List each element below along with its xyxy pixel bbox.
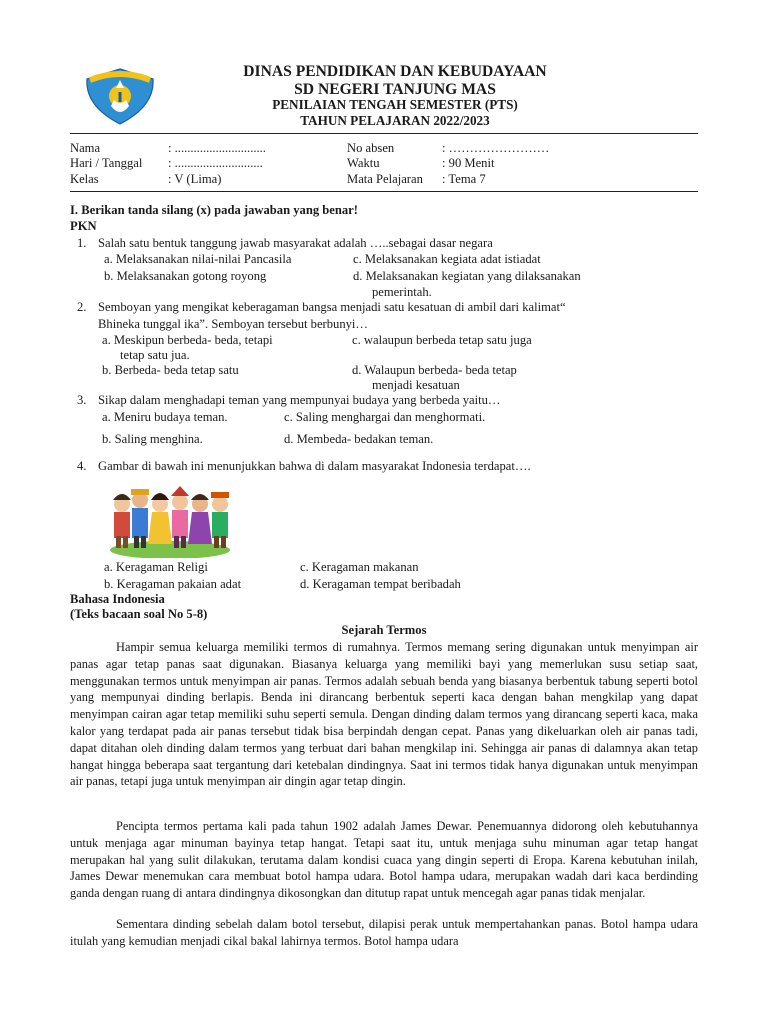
q2-option-d[interactable]: d. Walaupun berbeda- beda tetap (352, 363, 517, 377)
header-year: TAHUN PELAJARAN 2022/2023 (300, 113, 490, 128)
children-traditional-clothes-illustration (108, 478, 232, 558)
no-absen-label: No absen (347, 141, 395, 155)
header-rule-top (70, 133, 698, 134)
q1-option-d[interactable]: d. Melaksanakan kegiatan yang dilaksanakan (353, 269, 581, 283)
subject-pkn: PKN (70, 219, 97, 233)
q3-option-a[interactable]: a. Meniru budaya teman. (102, 410, 228, 424)
q4-option-c[interactable]: c. Keragaman makanan (300, 560, 419, 574)
mata-pelajaran-label: Mata Pelajaran (347, 172, 423, 186)
reading-paragraph-1 (70, 639, 698, 790)
q2-number: 2. (77, 300, 87, 314)
waktu-value: : 90 Menit (442, 156, 495, 170)
hari-tanggal-field[interactable]: : ............................ (168, 156, 263, 170)
q1-option-d-cont: pemerintah. (372, 285, 432, 299)
reading-note: (Teks bacaan soal No 5-8) (70, 607, 208, 621)
q2-option-a-cont: tetap satu jua. (120, 348, 190, 362)
reading-paragraph-1-text: Hampir semua keluarga memiliki termos di rumahnya. Termos memang sering digunakan untuk menyimpan air panas agar tetap panas saat digunakan. Biasanya keluarga yang memiliki bayi yang memerlukan susu setiap saat, menggunakan termos untuk menyimpan air panas. Termos adalah sebuah benda yang biasanya berbentuk tabung seperti botol yang mempunyai dinding berlapis. Benda ini dirancang berbentuk seperti kaca dengan bahan mengkilap yang dapat menyimpan cairan agar tetap memiliki suhu seperti semula. Dengan dinding dalam termos yang dirancang seperti kaca, maka kalor yang terdapat pada air panas tersebut tidak bisa berpindah dengan cepat. Panas yang dikeluarkan oleh air panas tadi, dapat ditahan oleh dinding dalam termos yang terbuat dari bahan mengkilap ini. Sehingga air panas di dalamnya akan tetap hangat hingga beberapa saat tergantung dari ketebalan dindingnya. Saat ini termos tidak hanya digunakan untuk menyimpan air panas, tetapi juga untuk menyimpan air dingin agar tetap dingin. (70, 640, 698, 789)
no-absen-field[interactable]: : …………………… (442, 141, 550, 155)
reading-paragraph-3 (70, 916, 698, 950)
q1-text: Salah satu bentuk tanggung jawab masyarakat adalah …..sebagai dasar negara (98, 236, 493, 250)
reading-paragraph-2-text: Pencipta termos pertama kali pada tahun 1902 adalah James Dewar. Penemuannya didorong oleh kebutuhannya untuk menjaga agar minuman bayinya tetap hangat. Tetapi saat itu, untuk menjaga suhu minuman agar tetap hangat merupakan hal yang sulit dilakukan, terutama dalam kondisi cuaca yang dingin seperti di Eropa. Karena kebutuhan inilah, James Dewar menemukan cara membuat botol hampa udara. Botol hampa udara, merupakan wadah dari kaca berdinding ganda dengan ruang di antara dindingnya dikosongkan dan ditutup rapat untuk mencegah agar panas tidak menjalar. (70, 819, 698, 901)
q4-option-a[interactable]: a. Keragaman Religi (104, 560, 208, 574)
reading-paragraph-2 (70, 818, 698, 902)
q4-number: 4. (77, 459, 87, 473)
q3-number: 3. (77, 393, 87, 407)
kelas-value: : V (Lima) (168, 172, 222, 186)
q2-text-cont: Bhineka tunggal ika”. Semboyan tersebut berbunyi… (98, 317, 369, 331)
header-agency: DINAS PENDIDIKAN DAN KEBUDAYAAN (243, 63, 547, 80)
hari-tanggal-label: Hari / Tanggal (70, 156, 143, 170)
tut-wuri-handayani-logo (82, 66, 158, 126)
kelas-label: Kelas (70, 172, 99, 186)
q4-text: Gambar di bawah ini menunjukkan bahwa di dalam masyarakat Indonesia terdapat…. (98, 459, 531, 473)
q2-text: Semboyan yang mengikat keberagaman bangsa menjadi satu kesatuan di ambil dari kalimat“ (98, 300, 566, 314)
q1-option-b[interactable]: b. Melaksanakan gotong royong (104, 269, 267, 283)
q2-option-d-cont: menjadi kesatuan (372, 378, 460, 392)
subject-bahasa-indonesia: Bahasa Indonesia (70, 592, 165, 606)
nama-label: Nama (70, 141, 101, 155)
header-exam: PENILAIAN TENGAH SEMESTER (PTS) (272, 97, 518, 112)
reading-paragraph-3-text: Sementara dinding sebelah dalam botol tersebut, dilapisi perak untuk mempertahankan panas. Botol hampa udara itulah yang kemudian menjadi cikal bakal lahirnya termos. Botol hampa udara (70, 917, 698, 948)
q2-option-c[interactable]: c. walaupun berbeda tetap satu juga (352, 333, 532, 347)
mata-pelajaran-value: : Tema 7 (442, 172, 486, 186)
q3-option-d[interactable]: d. Membeda- bedakan teman. (284, 432, 434, 446)
reading-title: Sejarah Termos (341, 623, 427, 637)
nama-field[interactable]: : ............................. (168, 141, 266, 155)
q1-option-c[interactable]: c. Melaksanakan kegiata adat istiadat (353, 252, 541, 266)
header-rule-bottom (70, 191, 698, 192)
waktu-label: Waktu (347, 156, 380, 170)
q2-option-a[interactable]: a. Meskipun berbeda- beda, tetapi (102, 333, 273, 347)
q1-option-a[interactable]: a. Melaksanakan nilai-nilai Pancasila (104, 252, 292, 266)
q3-text: Sikap dalam menghadapi teman yang mempunyai budaya yang berbeda yaitu… (98, 393, 501, 407)
q4-option-b[interactable]: b. Keragaman pakaian adat (104, 577, 242, 591)
q3-option-b[interactable]: b. Saling menghina. (102, 432, 203, 446)
q2-option-b[interactable]: b. Berbeda- beda tetap satu (102, 363, 239, 377)
q4-option-d[interactable]: d. Keragaman tempat beribadah (300, 577, 461, 591)
header-school: SD NEGERI TANJUNG MAS (294, 81, 496, 98)
q3-option-c[interactable]: c. Saling menghargai dan menghormati. (284, 410, 486, 424)
q1-number: 1. (77, 236, 87, 250)
section-instruction: I. Berikan tanda silang (x) pada jawaban yang benar! (70, 203, 358, 217)
